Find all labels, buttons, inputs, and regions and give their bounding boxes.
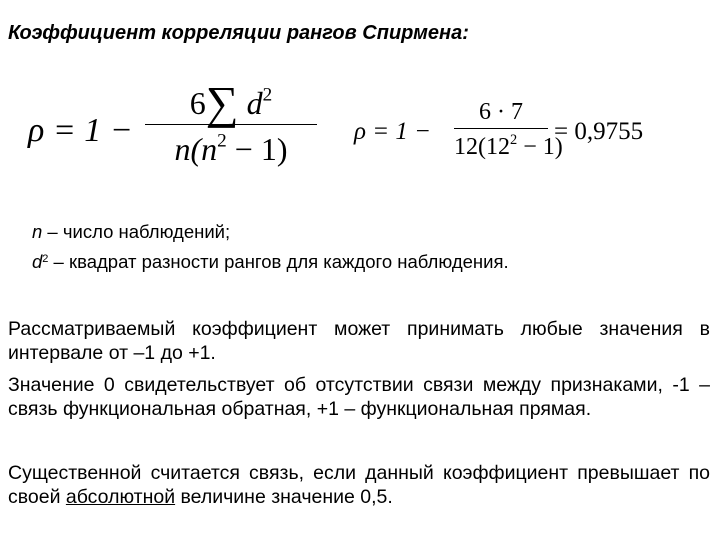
variable-definitions xyxy=(32,217,509,277)
example-den-pre: 12(12 xyxy=(454,134,510,160)
denominator-exponent: 2 xyxy=(217,130,227,152)
example-fraction xyxy=(454,96,563,163)
formula-numerator xyxy=(145,77,317,128)
spearman-formula xyxy=(28,77,308,172)
example-lhs: ρ = 1 − xyxy=(354,118,431,145)
example-denominator xyxy=(454,129,563,163)
underlined-word: абсолютной xyxy=(65,486,176,508)
denominator-post: − 1) xyxy=(226,131,288,167)
example-den-exponent: 2 xyxy=(510,131,518,148)
denominator-pre: n(n xyxy=(174,131,218,167)
example-result: = 0,9755 xyxy=(554,118,644,145)
paragraph-range: Рассматриваемый коэффициент может принимать любые значения в интервале от –1 до +1. xyxy=(8,318,710,364)
numerator-coefficient: 6 xyxy=(189,85,206,121)
paragraph-interpretation: Значение 0 свидетельствует об отсутствии связи между признаками, -1 – связь функциональная обратная, +1 – функциональная прямая. xyxy=(8,374,710,420)
paragraph-significance xyxy=(8,461,710,509)
formula-denominator xyxy=(145,125,317,169)
significance-text-before: Существенной считается связь, если данный коэффициент превышает по своей xyxy=(8,462,710,508)
definition-d-text: – квадрат разности рангов для каждого наблюдения. xyxy=(48,251,509,272)
definition-n xyxy=(32,217,509,247)
formula-fraction xyxy=(145,77,317,169)
example-numerator: 6 · 7 xyxy=(479,99,523,125)
slide-title: Коэффициент корреляции рангов Спирмена: xyxy=(8,22,469,44)
example-den-post: − 1) xyxy=(517,134,563,160)
example-calculation xyxy=(354,96,720,176)
numerator-variable: d xyxy=(246,85,263,121)
symbol-d: d xyxy=(32,251,43,272)
sum-symbol: ∑ xyxy=(205,77,239,128)
numerator-exponent: 2 xyxy=(262,84,273,106)
definition-n-text: – число наблюдений; xyxy=(42,221,231,242)
symbol-d-exponent: 2 xyxy=(42,252,49,265)
symbol-n: n xyxy=(32,221,43,242)
definition-d xyxy=(32,247,509,277)
formula-lhs: ρ = 1 − xyxy=(28,112,133,149)
significance-text-after: величине значение 0,5. xyxy=(175,486,393,508)
